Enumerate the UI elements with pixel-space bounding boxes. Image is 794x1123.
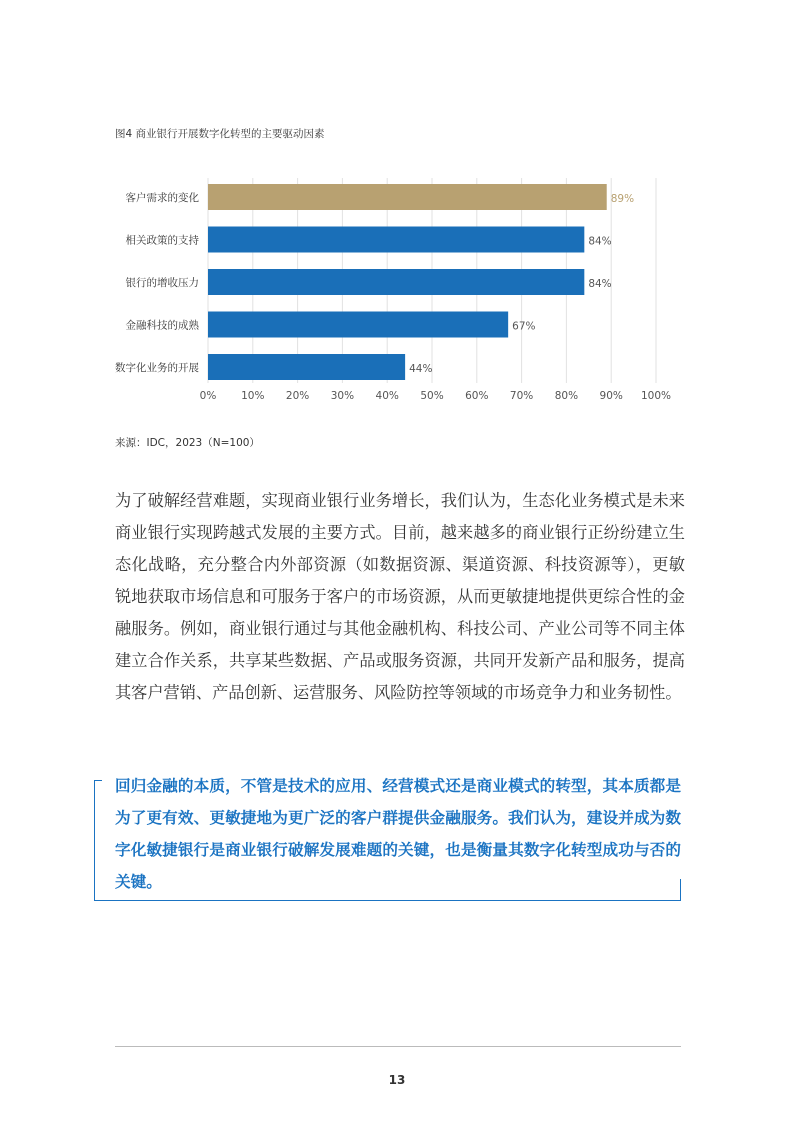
bar-chart bbox=[0, 0, 794, 420]
source-note: 来源：IDC，2023（N=100） bbox=[115, 437, 260, 449]
x-tick-label: 30% bbox=[330, 390, 355, 402]
figure-title: 图4 商业银行开展数字化转型的主要驱动因素 bbox=[115, 128, 325, 140]
x-tick-label: 20% bbox=[285, 390, 310, 402]
page-number: 13 bbox=[388, 1073, 406, 1087]
x-tick-label: 60% bbox=[465, 390, 489, 402]
x-tick-label: 70% bbox=[509, 390, 534, 402]
x-tick-label: 90% bbox=[599, 390, 623, 402]
bar bbox=[208, 269, 584, 295]
quote-border-top bbox=[94, 780, 102, 781]
quote-border-bottom bbox=[94, 900, 681, 901]
category-label: 数字化业务的开展 bbox=[115, 362, 199, 374]
bar bbox=[208, 354, 405, 380]
x-tick-label: 50% bbox=[420, 390, 444, 402]
category-label: 金融科技的成熟 bbox=[125, 319, 199, 332]
highlight-quote: 回归金融的本质，不管是技术的应用、经营模式还是商业模式的转型，其本质都是为了更有效、更敏捷地为更广泛的客户群提供金融服务。我们认为，建设并成为数字化敏捷银行是商业银行破解发展难题的关键，也是衡量其数字化转型成功与否的关键。 bbox=[115, 777, 681, 891]
bar bbox=[208, 184, 607, 210]
value-label: 67% bbox=[512, 320, 536, 333]
body-paragraph: 为了破解经营难题，实现商业银行业务增长，我们认为，生态化业务模式是未来商业银行实现跨越式发展的主要方式。目前，越来越多的商业银行正纷纷建立生态化战略，充分整合内外部资源（如数据资源、渠道资源、科技资源等），更敏锐地获取市场信息和可服务于客户的市场资源，从而更敏捷地提供更综合性的金融服务。例如，商业银行通过与其他金融机构、科技公司、产业公司等不同主体建立合作关系，共享某些数据、产品或服务资源，共同开发新产品和服务，提高其客户营销、产品创新、运营服务、风险防控等领域的市场竞争力和业务韧性。 bbox=[115, 491, 685, 702]
category-label: 客户需求的变化 bbox=[125, 192, 199, 204]
value-label: 84% bbox=[588, 278, 612, 290]
category-label: 银行的增收压力 bbox=[125, 277, 199, 289]
bar bbox=[208, 227, 584, 253]
category-label: 相关政策的支持 bbox=[125, 234, 199, 247]
footer-divider bbox=[115, 1046, 681, 1047]
x-tick-label: 40% bbox=[375, 390, 399, 402]
value-label: 44% bbox=[409, 363, 433, 375]
x-tick-label: 0% bbox=[199, 390, 217, 402]
value-label: 84% bbox=[588, 235, 612, 248]
x-tick-label: 80% bbox=[554, 390, 579, 402]
x-tick-label: 10% bbox=[241, 390, 265, 402]
value-label: 89% bbox=[610, 193, 635, 205]
x-tick-label: 100% bbox=[640, 390, 672, 402]
quote-border-left bbox=[94, 780, 95, 901]
bar bbox=[208, 312, 508, 338]
